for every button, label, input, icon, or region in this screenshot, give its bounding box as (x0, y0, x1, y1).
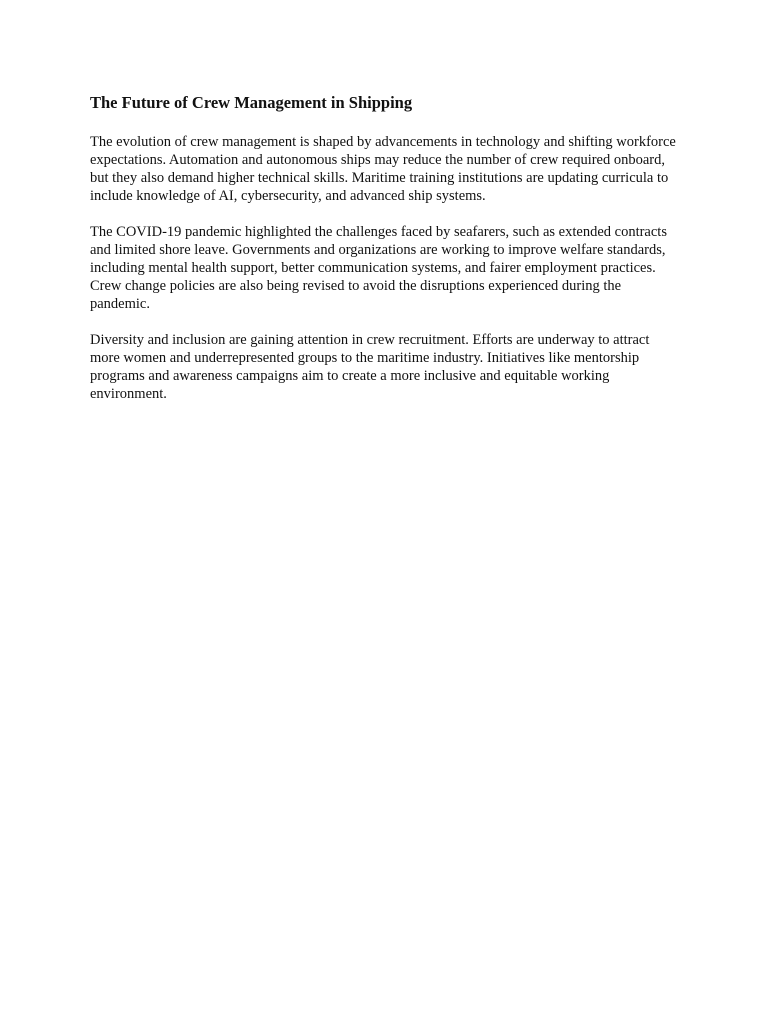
paragraph-covid-welfare: The COVID-19 pandemic highlighted the challenges faced by seafarers, such as extended contracts and limited shore leave. Governments and organizations are working to improve welfare standards, including mental health support, better communication systems, and fairer employment practices. Crew change policies are also being revised to avoid the disruptions experienced during the pandemic. (90, 224, 667, 312)
document-title: The Future of Crew Management in Shipping (90, 93, 413, 112)
paragraph-technology-and-skills: The evolution of crew management is shaped by advancements in technology and shifting workforce expectations. Automation and autonomous ships may reduce the number of crew required onboard, but they also demand higher technical skills. Maritime training institutions are updating curricula to include knowledge of AI, cybersecurity, and advanced ship systems. (90, 134, 676, 204)
document-body (90, 92, 680, 421)
paragraph-diversity-inclusion: Diversity and inclusion are gaining attention in crew recruitment. Efforts are underway to attract more women and underrepresented groups to the maritime industry. Initiatives like mentorship programs and awareness campaigns aim to create a more inclusive and equitable working environment. (90, 332, 650, 402)
